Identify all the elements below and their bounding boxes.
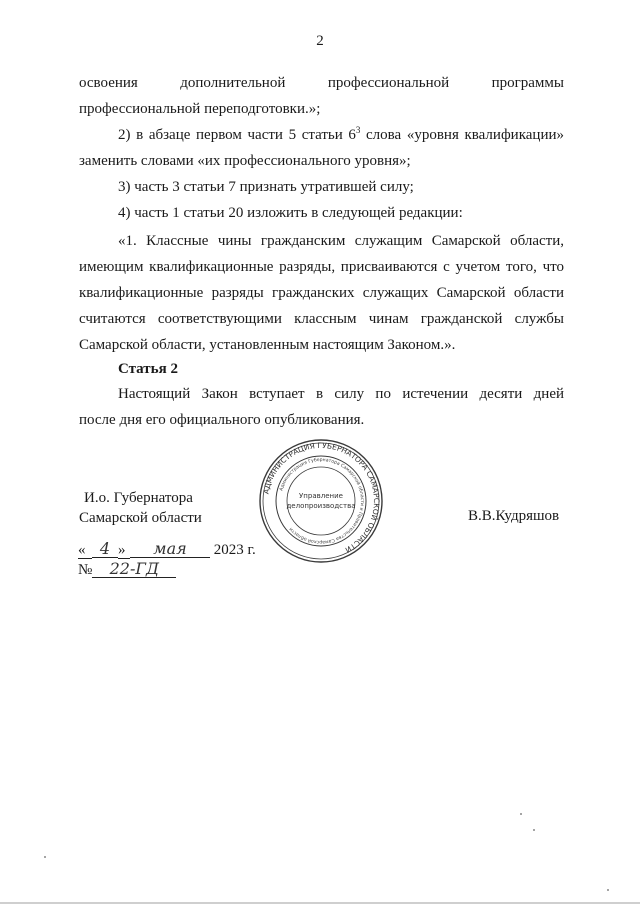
article-2-text	[79, 381, 564, 433]
text-line: считаются соответствующими классным чинам гражданской службы	[79, 311, 564, 327]
text-line: заменить словами «их профессионального уровня»;	[79, 153, 411, 169]
seal-inner-textpath: Администрация Губернатора Самарской области и Правительства Самарской области	[279, 457, 365, 545]
seal-outer-textpath: АДМИНИСТРАЦИЯ ГУБЕРНАТОРА САМАРСКОЙ ОБЛАСТИ	[261, 440, 382, 555]
text-fragment: слова «уровня квалификации»	[360, 127, 564, 143]
paragraph-continuation	[79, 70, 564, 122]
text-line	[79, 122, 564, 148]
text-line: профессиональной переподготовки.»;	[79, 101, 321, 117]
text-line: после дня его официального опубликования.	[79, 412, 365, 428]
number-value-handwritten: 22-ГД	[92, 561, 176, 578]
seal-center-line: делопроизводства	[286, 502, 356, 510]
scan-speck	[607, 889, 609, 891]
date-month-handwritten: мая	[130, 541, 210, 558]
seal-inner-text	[278, 457, 364, 544]
position-line: И.о. Губернатора	[84, 490, 193, 506]
text-line: Самарской области, установленным настоящим Законом.».	[79, 337, 456, 353]
scan-speck	[44, 856, 46, 858]
text-line: «1. Классные чины гражданским служащим Самарской области,	[118, 233, 564, 249]
paragraph-item-4	[79, 200, 603, 226]
scan-edge	[0, 902, 640, 904]
page-number: 2	[316, 33, 324, 49]
superscript: 3	[355, 125, 361, 135]
text-line: имеющим квалификационные разряды, присваиваются с учетом того, что	[79, 259, 564, 275]
official-seal	[258, 438, 384, 564]
position-line: Самарской области	[79, 510, 202, 526]
date-close-quote: »	[118, 542, 130, 559]
text-line: 3) часть 3 статьи 7 признать утратившей силу;	[118, 179, 414, 195]
signatory-name: В.В.Кудряшов	[468, 508, 560, 524]
date-year: 2023 г.	[213, 542, 256, 558]
text-line: 4) часть 1 статьи 20 изложить в следующей редакции:	[118, 205, 463, 221]
heading-text: Статья 2	[118, 361, 178, 377]
quoted-paragraph	[79, 228, 564, 358]
number-label: №	[78, 562, 93, 578]
text-fragment: 2) в абзаце первом части 5 статьи 6	[118, 127, 356, 143]
paragraph-item-3	[79, 174, 603, 200]
text-line: освоения дополнительной профессиональной программы	[79, 75, 564, 91]
text-line: Настоящий Закон вступает в силу по истечении десяти дней	[118, 386, 564, 402]
date-open-quote: «	[78, 542, 92, 559]
text-line: квалификационные разряды гражданских служащих Самарской области	[79, 285, 564, 301]
article-heading	[79, 356, 603, 382]
date-day-handwritten: 4	[92, 541, 118, 558]
paragraph-item-2	[79, 122, 564, 174]
scan-speck	[520, 813, 522, 815]
law-number	[78, 561, 176, 579]
signatory-position	[79, 488, 202, 528]
scan-speck	[533, 829, 535, 831]
signing-date	[78, 541, 256, 559]
seal-center-line: Управление	[299, 492, 343, 500]
